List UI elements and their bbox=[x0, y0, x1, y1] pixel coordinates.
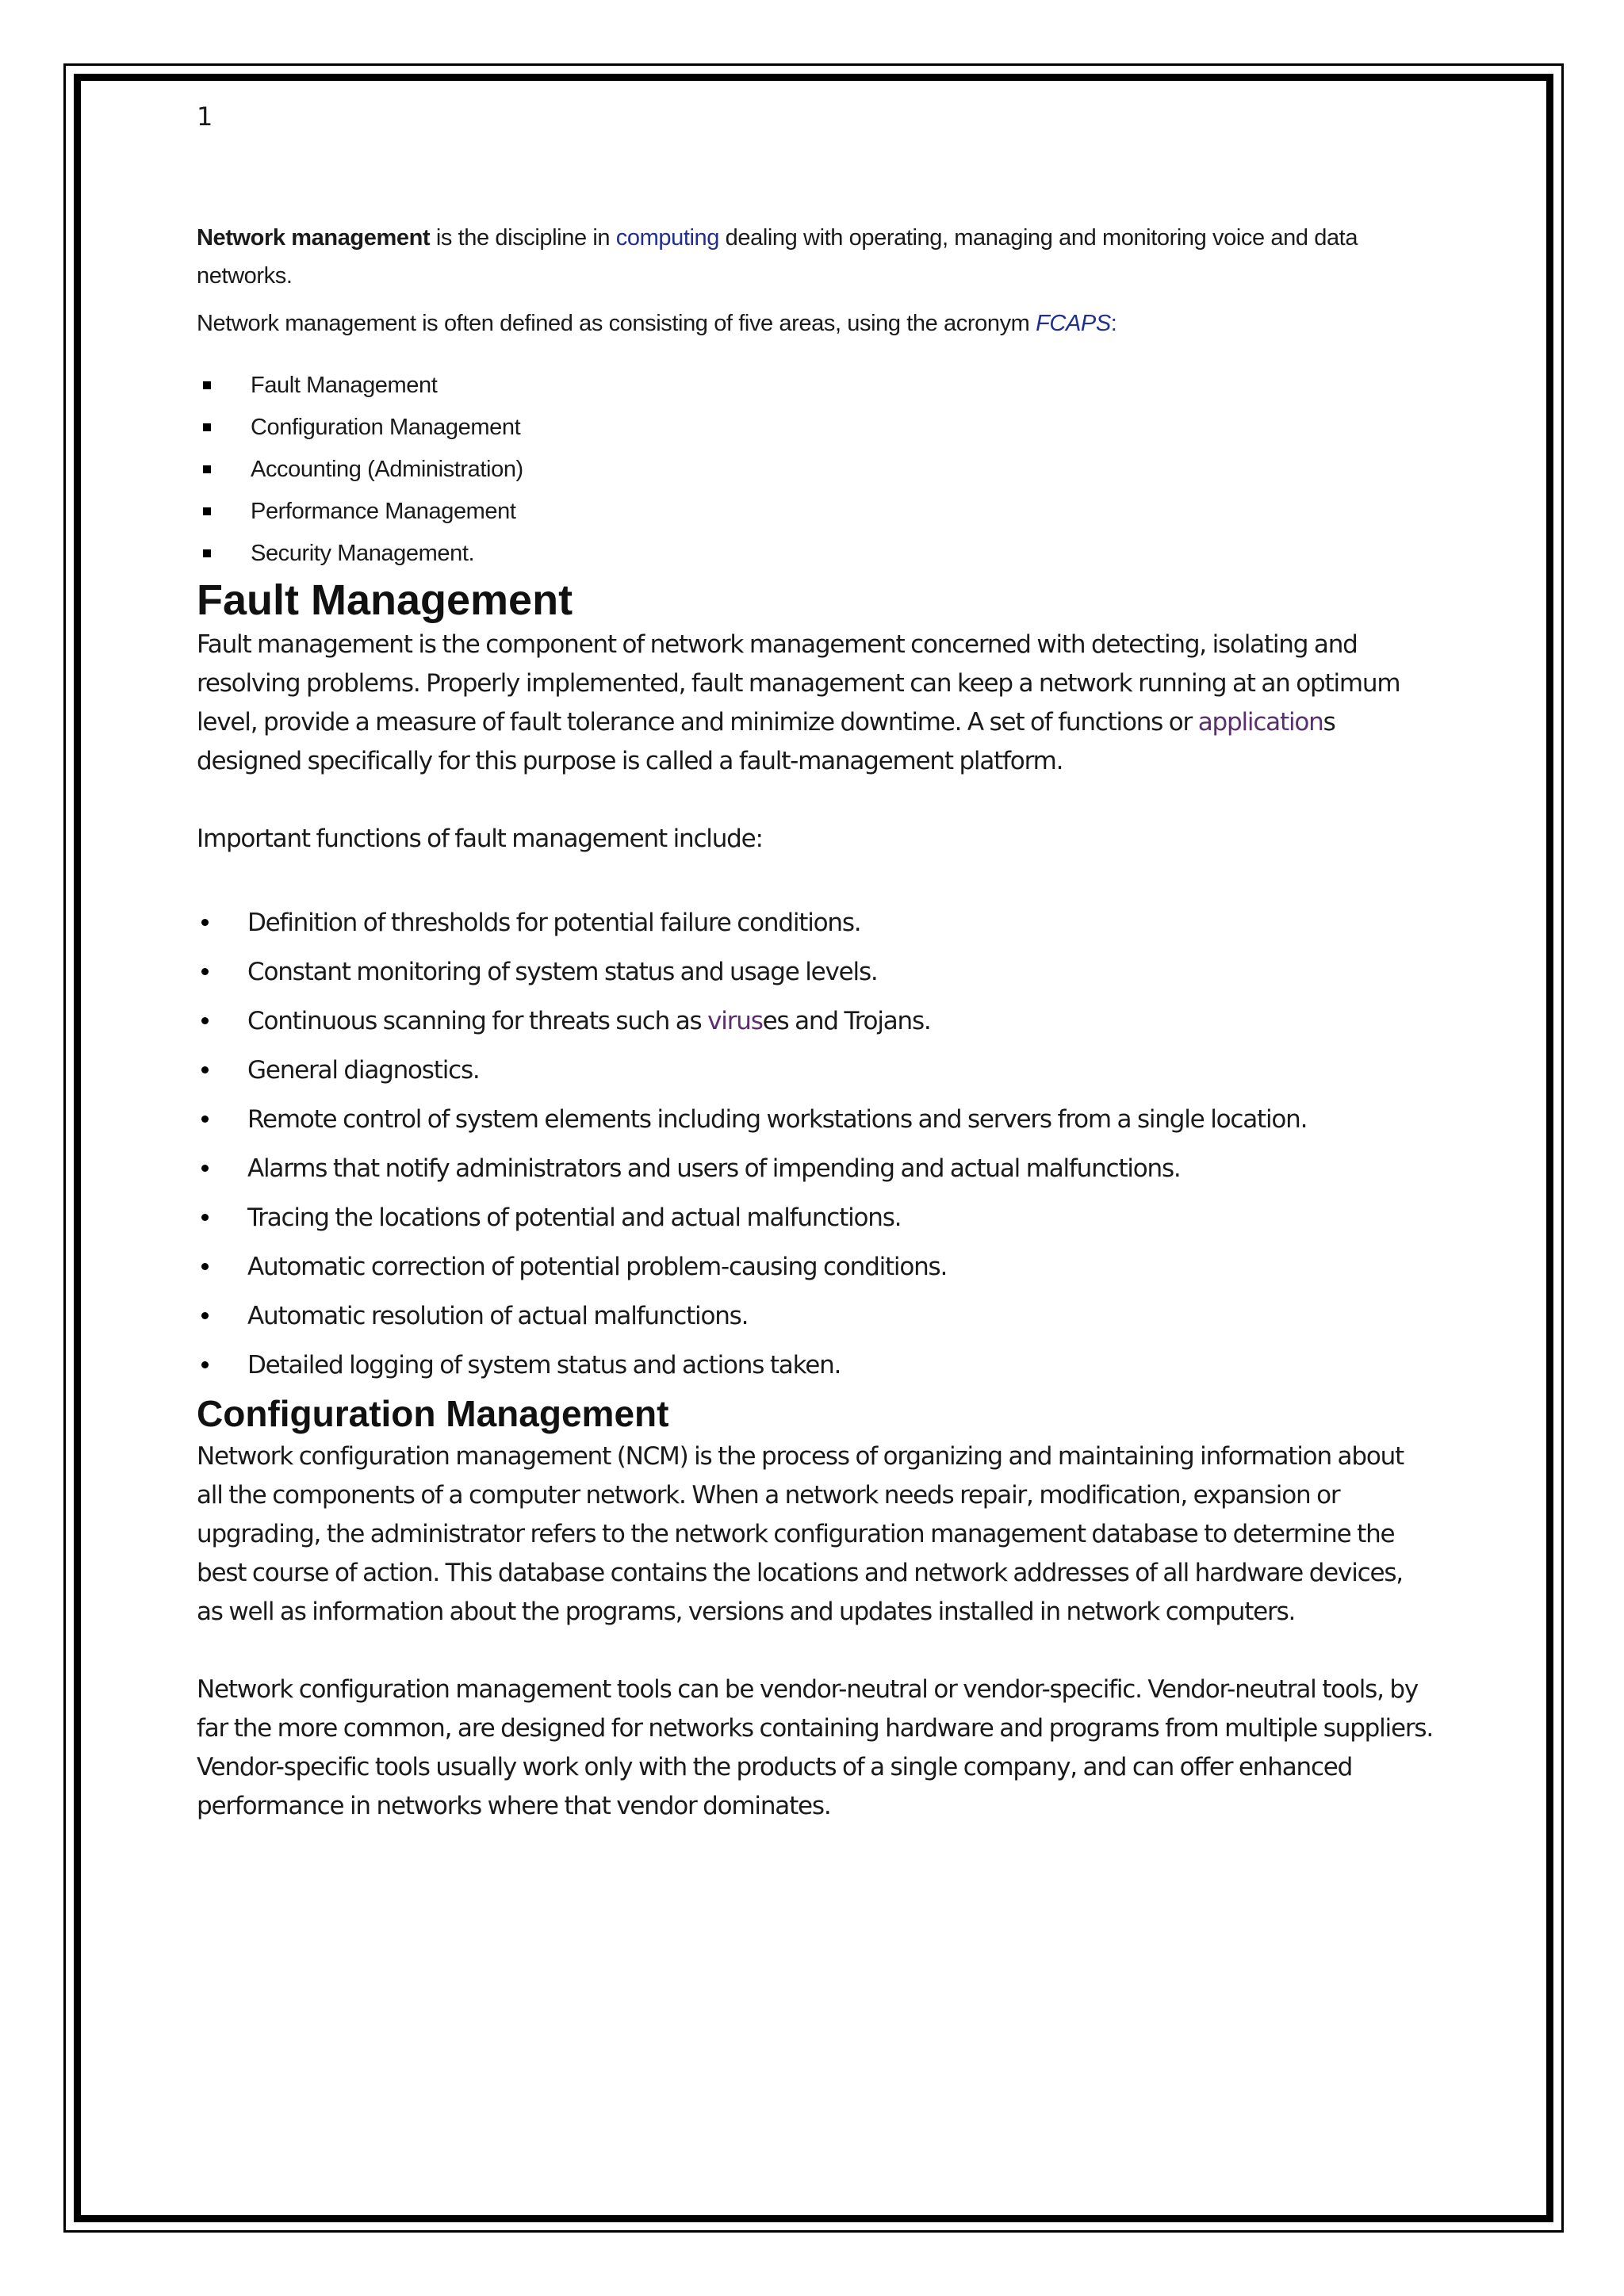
list-item-text: General diagnostics. bbox=[247, 1056, 480, 1085]
list-item bbox=[197, 365, 1434, 407]
list-item-text: Automatic correction of potential problem-causing conditions. bbox=[247, 1253, 948, 1281]
list-item bbox=[197, 898, 1434, 947]
fault-text-2: s designed specifically for this purpose is called a fault-management platform. bbox=[197, 708, 1335, 775]
list-item-text: Performance Management bbox=[251, 499, 516, 524]
list-item bbox=[197, 407, 1434, 449]
intro-text-1: is the discipline in bbox=[430, 225, 616, 251]
square-bullet-icon bbox=[203, 381, 211, 389]
square-bullet-icon bbox=[203, 549, 211, 557]
dot-bullet-icon bbox=[201, 1066, 209, 1073]
list-item bbox=[197, 533, 1434, 575]
fcaps-area-list bbox=[197, 365, 1434, 575]
intro-paragraph bbox=[197, 219, 1434, 295]
fault-text-1: Fault management is the component of network management concerned with detecting, isolating and resolving problems. Properly implemented, fault management can keep a network running at an optimum level, provide a measure of fault tolerance and minimize downtime. A set of functions or bbox=[197, 630, 1400, 737]
dot-bullet-icon bbox=[201, 1115, 209, 1123]
list-item bbox=[197, 1046, 1434, 1095]
fault-management-heading: Fault Management bbox=[197, 576, 573, 624]
fcaps-colon: : bbox=[1110, 311, 1117, 336]
list-item bbox=[197, 997, 1434, 1046]
dot-bullet-icon bbox=[201, 1214, 209, 1221]
list-item bbox=[197, 1144, 1434, 1193]
fcaps-paragraph bbox=[197, 304, 1434, 342]
dot-bullet-icon bbox=[201, 919, 209, 926]
list-item bbox=[197, 1095, 1434, 1144]
intro-section bbox=[197, 219, 1434, 575]
list-item bbox=[197, 1341, 1434, 1390]
list-item-text: Alarms that notify administrators and users of impending and actual malfunctions. bbox=[247, 1154, 1181, 1183]
computing-link[interactable]: computing bbox=[615, 225, 719, 251]
dot-bullet-icon bbox=[201, 1263, 209, 1270]
list-item bbox=[197, 449, 1434, 491]
list-item-text: Constant monitoring of system status and usage levels. bbox=[247, 958, 878, 986]
intro-text-2: dealing with operating, managing and monitoring voice and data networks. bbox=[197, 225, 1358, 289]
application-link[interactable]: application bbox=[1197, 708, 1323, 737]
list-item bbox=[197, 947, 1434, 997]
list-item-text: Fault Management bbox=[251, 373, 438, 398]
list-item bbox=[197, 1193, 1434, 1242]
list-item bbox=[197, 1242, 1434, 1292]
list-item-text: Tracing the locations of potential and actual malfunctions. bbox=[247, 1203, 902, 1232]
fault-functions-intro: Important functions of fault management include: bbox=[197, 825, 763, 853]
dot-bullet-icon bbox=[201, 1017, 209, 1024]
list-item-text: Definition of thresholds for potential failure conditions. bbox=[247, 909, 861, 937]
intro-bold-term: Network management bbox=[197, 225, 431, 251]
page-number: 1 bbox=[197, 101, 213, 132]
config-paragraph-2: Network configuration management tools can be vendor-neutral or vendor-specific. Vendor-neutral tools, by far the more common, are designed for networks containing hardware and programs from multiple suppliers. Vendor-specific tools usually work only with the products of a single company, and can offer enhanced performance in networks where that vendor dominates. bbox=[197, 1675, 1433, 1820]
list-item-text: Detailed logging of system status and actions taken. bbox=[247, 1351, 841, 1380]
square-bullet-icon bbox=[203, 423, 211, 431]
fault-functions-list bbox=[197, 898, 1434, 1390]
config-paragraph-1: Network configuration management (NCM) is the process of organizing and maintaining information about all the components of a computer network. When a network needs repair, modification, expansion or upgrading, the administrator refers to the network configuration management database to determine the best course of action. This database contains the locations and network addresses of all hardware devices, as well as information about the programs, versions and updates installed in network computers. bbox=[197, 1442, 1404, 1626]
list-item-text: es and Trojans. bbox=[762, 1007, 931, 1035]
configuration-management-heading: Configuration Management bbox=[197, 1393, 669, 1434]
list-item-text: Accounting (Administration) bbox=[251, 457, 523, 482]
dot-bullet-icon bbox=[201, 1312, 209, 1319]
list-item-text: Remote control of system elements including workstations and servers from a single location. bbox=[247, 1105, 1308, 1134]
square-bullet-icon bbox=[203, 465, 211, 473]
list-item-text: Security Management. bbox=[251, 541, 475, 566]
list-item-text: Configuration Management bbox=[251, 415, 521, 440]
list-item-text: Automatic resolution of actual malfunctions. bbox=[247, 1302, 749, 1330]
dot-bullet-icon bbox=[201, 968, 209, 975]
virus-link[interactable]: virus bbox=[707, 1007, 763, 1035]
fcaps-link[interactable]: FCAPS bbox=[1036, 311, 1111, 336]
list-item-text: Continuous scanning for threats such as bbox=[247, 1007, 708, 1035]
list-item bbox=[197, 1292, 1434, 1341]
fault-paragraph bbox=[197, 626, 1434, 781]
list-item bbox=[197, 491, 1434, 533]
dot-bullet-icon bbox=[201, 1361, 209, 1368]
page-content bbox=[197, 95, 1434, 1826]
square-bullet-icon bbox=[203, 507, 211, 515]
dot-bullet-icon bbox=[201, 1165, 209, 1172]
fcaps-text: Network management is often defined as consisting of five areas, using the acronym bbox=[197, 311, 1036, 336]
